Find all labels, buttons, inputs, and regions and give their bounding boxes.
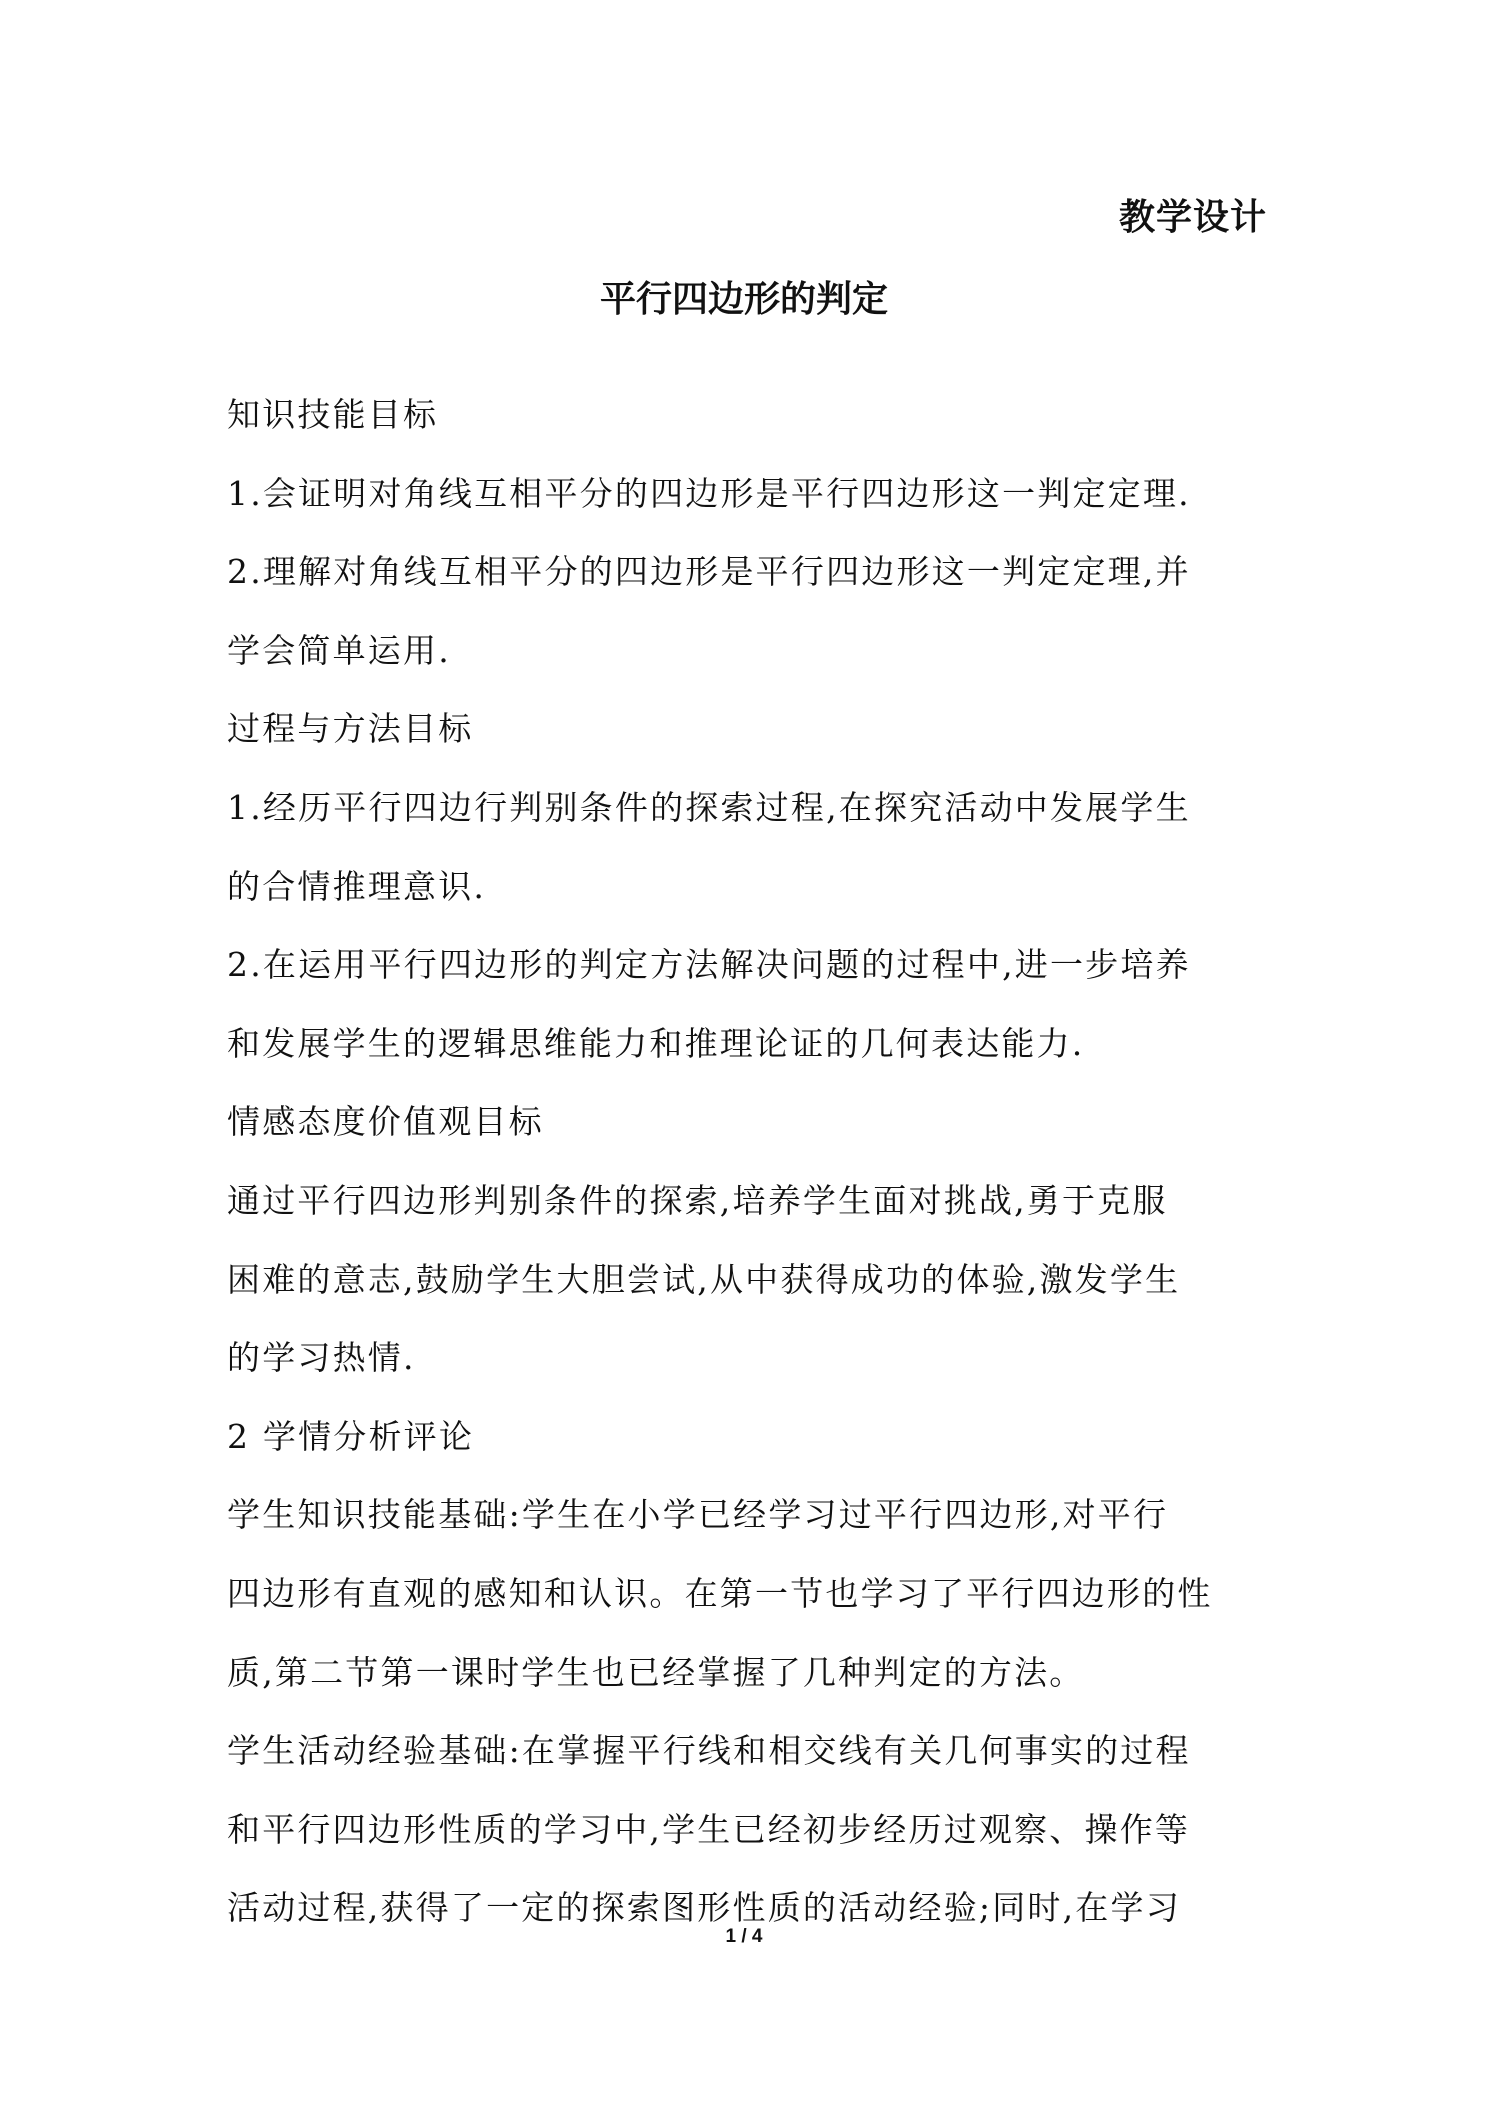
document-body — [227, 389, 1267, 1961]
paragraph-line: 1.经历平行四边行判别条件的探索过程,在探究活动中发展学生 — [227, 787, 1191, 827]
paragraph-line: 的合情推理意识. — [227, 866, 487, 906]
paragraph-line: 的学习热情. — [227, 1338, 416, 1378]
paragraph-line: 2.在运用平行四边形的判定方法解决问题的过程中,进一步培养 — [227, 945, 1191, 985]
page-number: 1 / 4 — [725, 1926, 763, 1947]
paragraph-line: 通过平行四边形判别条件的探索,培养学生面对挑战,勇于克服 — [227, 1180, 1168, 1220]
paragraph-line: 学生知识技能基础:学生在小学已经学习过平行四边形,对平行 — [227, 1495, 1169, 1535]
section-heading-knowledge-goals: 知识技能目标 — [227, 395, 439, 434]
paragraph-line: 学会简单运用. — [227, 630, 451, 670]
section-heading-learner-analysis: 2 学情分析评论 — [227, 1416, 475, 1456]
section-heading-emotion-goals: 情感态度价值观目标 — [227, 1102, 544, 1142]
section-heading-process-goals: 过程与方法目标 — [227, 709, 474, 749]
paragraph-line: 质,第二节第一课时学生也已经掌握了几种判定的方法。 — [227, 1652, 1085, 1692]
paragraph-line: 和平行四边形性质的学习中,学生已经初步经历过观察、操作等 — [227, 1809, 1191, 1849]
paragraph-line: 活动过程,获得了一定的探索图形性质的活动经验;同时,在学习 — [227, 1888, 1181, 1928]
paragraph-line: 困难的意志,鼓励学生大胆尝试,从中获得成功的体验,激发学生 — [227, 1259, 1181, 1299]
paragraph-line: 1.会证明对角线互相平分的四边形是平行四边形这一判定定理. — [227, 473, 1191, 513]
document-type-label: 教学设计 — [1118, 197, 1267, 238]
paragraph-line: 和发展学生的逻辑思维能力和推理论证的几何表达能力. — [227, 1023, 1085, 1063]
paragraph-line: 学生活动经验基础:在掌握平行线和相交线有关几何事实的过程 — [227, 1731, 1191, 1771]
page-title: 平行四边形的判定 — [599, 279, 888, 320]
paragraph-line: 2.理解对角线互相平分的四边形是平行四边形这一判定定理,并 — [227, 552, 1191, 592]
paragraph-line: 四边形有直观的感知和认识。在第一节也学习了平行四边形的性 — [227, 1573, 1213, 1613]
